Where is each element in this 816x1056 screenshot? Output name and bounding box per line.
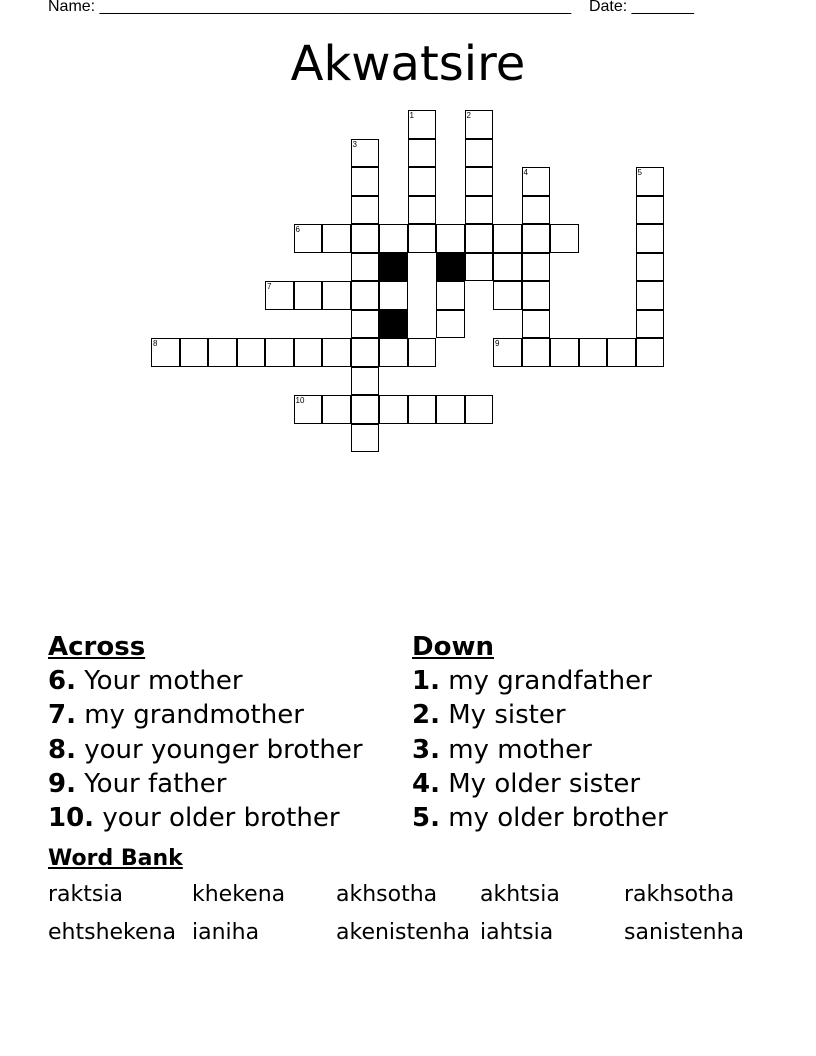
grid-cell[interactable]	[408, 338, 437, 367]
grid-cell[interactable]	[351, 253, 380, 282]
clue-number: 2.	[412, 700, 440, 731]
grid-cell[interactable]	[465, 253, 494, 282]
grid-cell[interactable]	[351, 224, 380, 253]
grid-cell[interactable]	[493, 253, 522, 282]
across-clue	[48, 698, 363, 732]
grid-cell[interactable]	[607, 338, 636, 367]
grid-cell[interactable]	[636, 196, 665, 225]
grid-cell[interactable]	[379, 281, 408, 310]
down-heading: Down	[412, 632, 494, 662]
grid-cell[interactable]	[465, 395, 494, 424]
grid-cell[interactable]	[351, 310, 380, 339]
block-cell	[379, 310, 408, 339]
grid-cell[interactable]	[351, 139, 380, 168]
clue-number-label: 1	[409, 111, 414, 120]
clue-number: 3.	[412, 734, 440, 765]
down-clues	[412, 630, 668, 835]
grid-cell[interactable]	[465, 224, 494, 253]
grid-cell[interactable]	[522, 281, 551, 310]
clue-number-label: 7	[267, 282, 272, 291]
clue-number: 5.	[412, 803, 440, 834]
clue-number: 1.	[412, 666, 440, 696]
grid-cell[interactable]	[522, 338, 551, 367]
grid-cell[interactable]	[636, 281, 665, 310]
word-bank-word: raktsia	[48, 882, 123, 907]
block-cell	[436, 253, 465, 282]
across-clue	[48, 767, 363, 801]
grid-cell[interactable]	[436, 395, 465, 424]
clue-number-label: 4	[523, 168, 528, 177]
grid-cell[interactable]	[151, 338, 180, 367]
clue-text: my grandmother	[84, 700, 304, 731]
down-clue	[412, 664, 668, 698]
grid-cell[interactable]	[522, 253, 551, 282]
grid-cell[interactable]	[465, 139, 494, 168]
grid-cell[interactable]	[636, 253, 665, 282]
grid-cell[interactable]	[550, 338, 579, 367]
clue-number-label: 10	[295, 396, 305, 405]
grid-cell[interactable]	[436, 281, 465, 310]
clue-text: My sister	[448, 700, 566, 731]
page-title: Akwatsire	[290, 36, 526, 92]
down-clue	[412, 767, 668, 801]
word-bank-word: akenistenha	[336, 920, 471, 945]
grid-cell[interactable]	[579, 338, 608, 367]
grid-cell[interactable]	[436, 310, 465, 339]
down-clue	[412, 801, 668, 835]
word-bank-word: akhtsia	[480, 882, 560, 907]
clue-number-label: 3	[352, 139, 357, 149]
grid-cell[interactable]	[294, 395, 323, 424]
grid-cell[interactable]	[522, 196, 551, 225]
grid-cell[interactable]	[265, 281, 294, 310]
clue-text: Your mother	[84, 666, 243, 696]
grid-cell[interactable]	[522, 167, 551, 196]
grid-cell[interactable]	[351, 338, 380, 367]
grid-cell[interactable]	[550, 224, 579, 253]
clue-number: 6.	[48, 666, 76, 696]
clue-number-label: 6	[295, 225, 300, 234]
grid-cell[interactable]	[408, 139, 437, 168]
grid-cell[interactable]	[636, 338, 665, 367]
across-clues	[48, 630, 363, 835]
word-bank-heading: Word Bank	[48, 846, 183, 871]
clue-number: 8.	[48, 734, 76, 765]
grid-cell[interactable]	[636, 167, 665, 196]
crossword-grid	[0, 0, 816, 460]
clue-text: your younger brother	[84, 734, 363, 765]
grid-cell[interactable]	[351, 196, 380, 225]
grid-cell[interactable]	[265, 338, 294, 367]
grid-cell[interactable]	[636, 310, 665, 339]
word-bank-word: rakhsotha	[624, 882, 735, 907]
grid-cell[interactable]	[408, 224, 437, 253]
clue-number-label: 9	[495, 339, 500, 348]
grid-cell[interactable]	[465, 196, 494, 225]
clue-text: your older brother	[102, 803, 340, 834]
grid-cell[interactable]	[322, 338, 351, 367]
grid-cell[interactable]	[237, 338, 266, 367]
grid-cell[interactable]	[351, 281, 380, 310]
grid-cell[interactable]	[465, 110, 494, 139]
word-bank-word: khekena	[192, 882, 286, 907]
clue-text: my mother	[448, 734, 592, 765]
grid-cell[interactable]	[379, 338, 408, 367]
word-bank-word: akhsotha	[336, 882, 438, 907]
across-clue	[48, 801, 363, 835]
clue-text: Your father	[84, 768, 227, 799]
clue-number: 7.	[48, 700, 76, 731]
clue-number-label: 8	[153, 339, 158, 348]
grid-cell[interactable]	[408, 395, 437, 424]
grid-cell[interactable]	[493, 224, 522, 253]
grid-cell[interactable]	[436, 224, 465, 253]
clue-text: My older sister	[448, 768, 641, 799]
grid-cell[interactable]	[322, 281, 351, 310]
grid-cell[interactable]	[294, 338, 323, 367]
grid-cell[interactable]	[351, 395, 380, 424]
block-cell	[379, 253, 408, 282]
word-bank-word: iahtsia	[480, 920, 554, 945]
grid-cell[interactable]	[493, 281, 522, 310]
grid-cell[interactable]	[351, 424, 380, 453]
grid-cell[interactable]	[465, 167, 494, 196]
grid-cell[interactable]	[322, 395, 351, 424]
grid-cell[interactable]	[408, 167, 437, 196]
grid-cell[interactable]	[636, 224, 665, 253]
clue-text: my older brother	[448, 803, 668, 834]
grid-cell[interactable]	[351, 167, 380, 196]
down-clue	[412, 698, 668, 732]
down-clue	[412, 733, 668, 767]
clue-number-label: 5	[637, 168, 642, 177]
across-clue	[48, 733, 363, 767]
grid-cell[interactable]	[208, 338, 237, 367]
name-date-line: Name: _____________________________________________________ Date: _______	[48, 0, 694, 15]
grid-cell[interactable]	[493, 338, 522, 367]
grid-cell[interactable]	[322, 224, 351, 253]
grid-cell[interactable]	[408, 110, 437, 139]
grid-cell[interactable]	[379, 224, 408, 253]
grid-cell[interactable]	[522, 224, 551, 253]
clue-number: 4.	[412, 768, 440, 799]
across-heading: Across	[48, 632, 146, 662]
clue-number-label: 2	[466, 111, 471, 120]
word-bank-word: ehtshekena	[48, 920, 176, 945]
grid-cell[interactable]	[522, 310, 551, 339]
clue-number: 10.	[48, 803, 95, 834]
clue-text: my grandfather	[448, 666, 652, 696]
grid-cell[interactable]	[180, 338, 209, 367]
grid-cell[interactable]	[294, 224, 323, 253]
grid-cell[interactable]	[351, 367, 380, 396]
grid-cell[interactable]	[408, 196, 437, 225]
grid-cell[interactable]	[294, 281, 323, 310]
clue-number: 9.	[48, 768, 76, 799]
across-clue	[48, 664, 363, 698]
grid-cell[interactable]	[379, 395, 408, 424]
word-bank-word: ianiha	[192, 920, 260, 945]
word-bank-word: sanistenha	[624, 920, 744, 945]
